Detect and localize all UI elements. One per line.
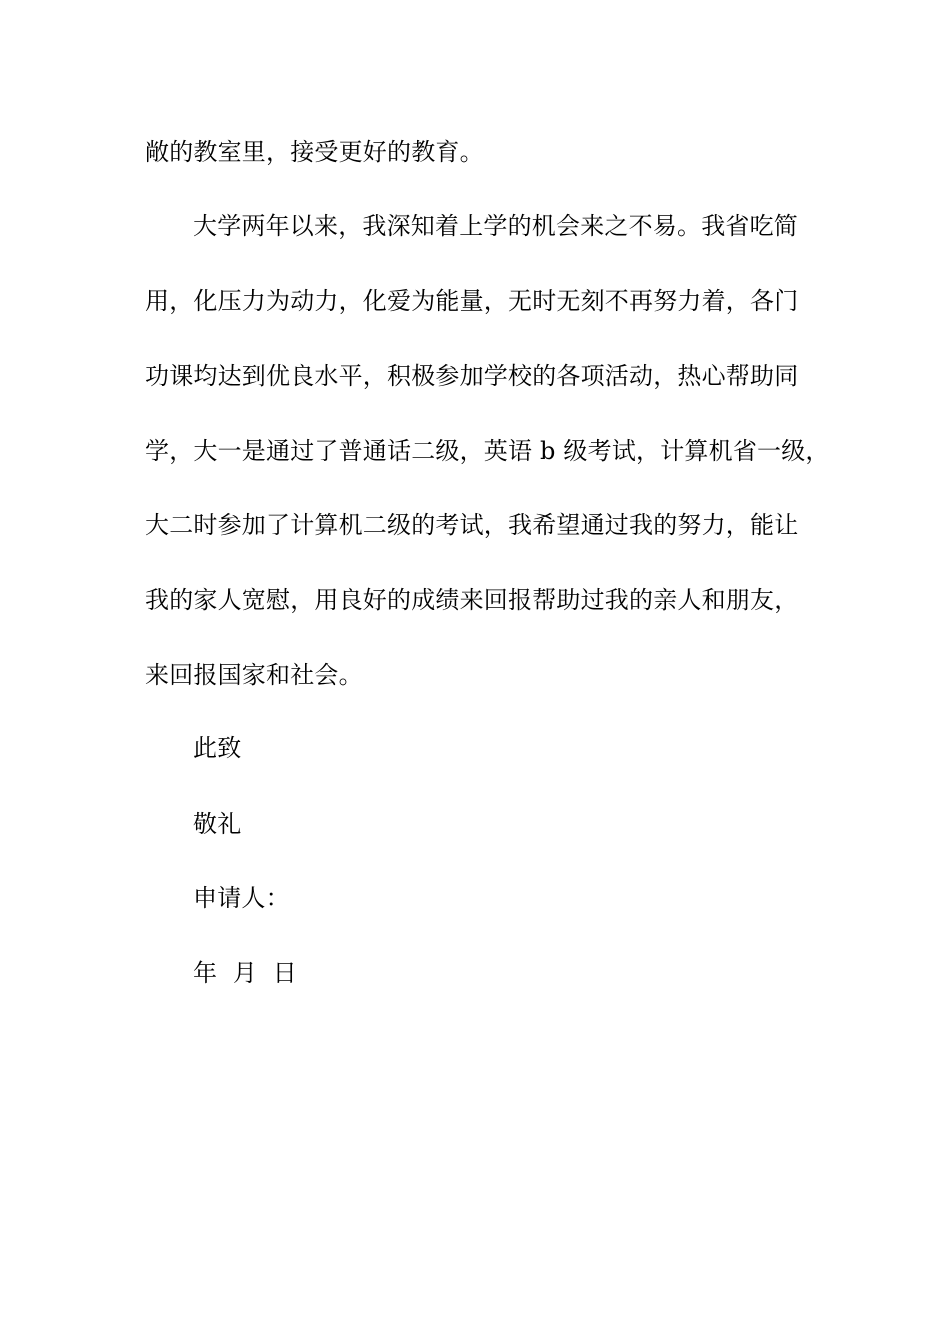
paragraph-line: 大二时参加了计算机二级的考试，我希望通过我的努力，能让 — [145, 511, 799, 539]
paragraph-line: 敞的教室里，接受更好的教育。 — [145, 138, 484, 166]
paragraph-line: 大学两年以来，我深知着上学的机会来之不易。我省吃简 — [193, 212, 798, 240]
paragraph-line: 功课均达到优良水平，积极参加学校的各项活动，热心帮助同 — [145, 362, 799, 390]
closing-regards: 敬礼 — [193, 810, 242, 838]
applicant-label: 申请人： — [193, 884, 290, 912]
paragraph-line: 学，大一是通过了普通话二级，英语 b 级考试，计算机省一级， — [145, 437, 830, 465]
paragraph-line: 用，化压力为动力，化爱为能量，无时无刻不再努力着，各门 — [145, 287, 799, 315]
paragraph-line: 我的家人宽慰，用良好的成绩来回报帮助过我的亲人和朋友， — [145, 586, 799, 614]
closing-salutation: 此致 — [193, 734, 242, 762]
paragraph-line: 来回报国家和社会。 — [145, 661, 363, 689]
date-label: 年 月 日 — [193, 959, 297, 987]
